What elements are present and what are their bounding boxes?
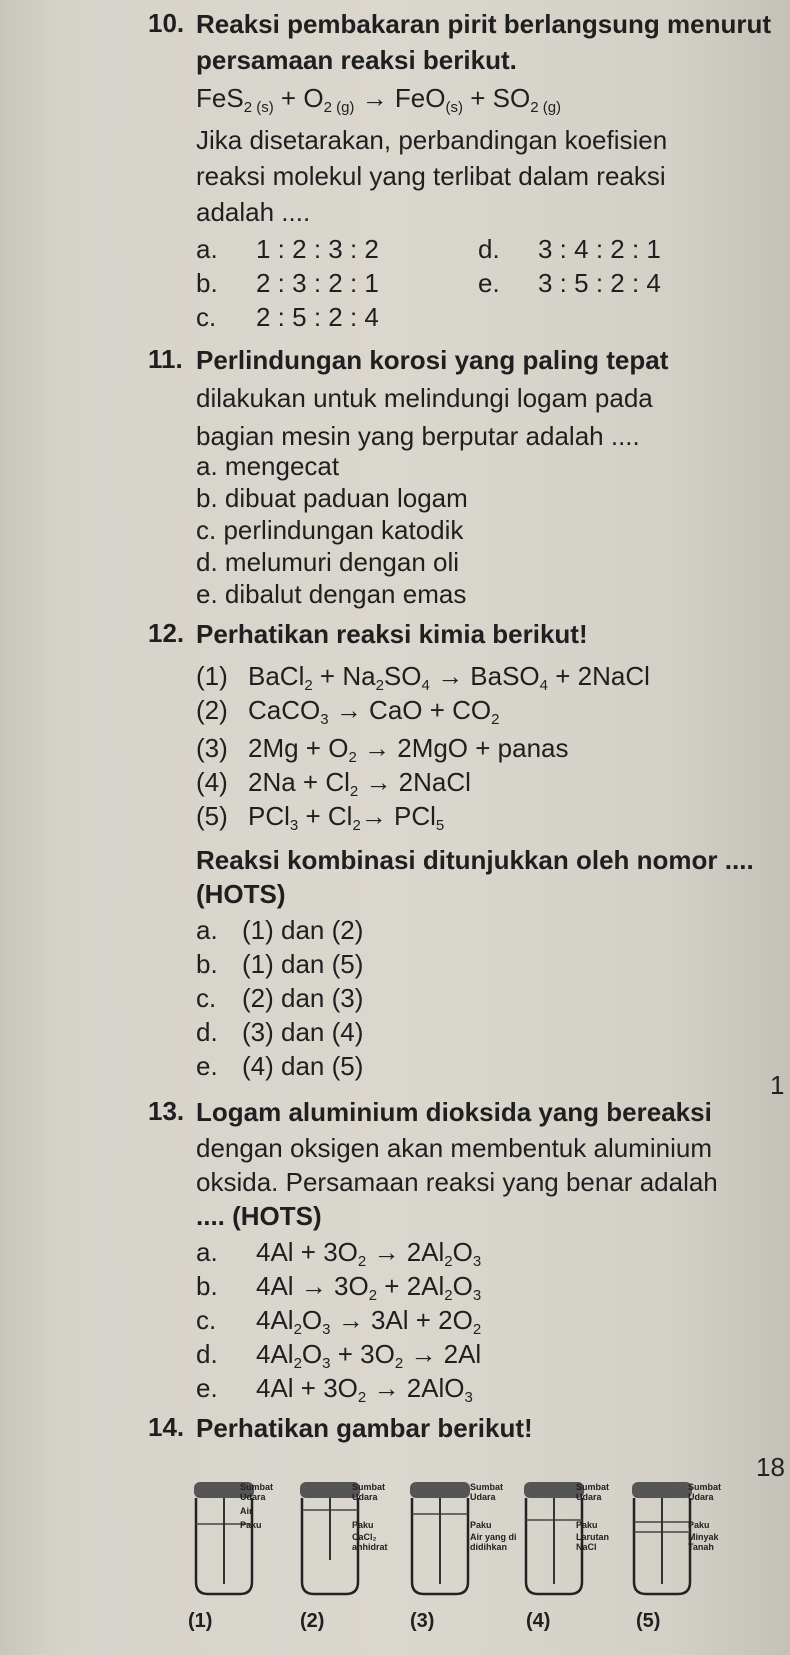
tube-2: Sumbat Udara Paku CaCl₂ anhidrat bbox=[286, 1480, 374, 1600]
test-tube-figure bbox=[170, 1450, 750, 1650]
q10-text2-line-1: Jika disetarakan, perbandingan koefisien bbox=[196, 125, 668, 155]
q10-option-e[interactable]: e. 3 : 5 : 2 : 4 bbox=[478, 268, 661, 298]
tube-4: Sumbat Udara Paku Larutan NaCl bbox=[510, 1480, 598, 1600]
q10-text-line-1: Reaksi pembakaran pirit berlangsung menurut bbox=[196, 9, 772, 39]
q10-equation: $FeS_{2 (s)} + O_{2 (g)} \to FeO_{(s)} + SO_{2 (g)}$ bbox=[196, 83, 562, 116]
q11-text-line-1: Perlindungan korosi yang paling tepat bbox=[196, 345, 669, 375]
q10-option-a[interactable]: a. 1 : 2 : 3 : 2 bbox=[196, 234, 379, 264]
q13-option-c[interactable]: c. $4Al_2O_3 \to 3Al + 2O_2$ bbox=[196, 1305, 482, 1338]
q12-option-e[interactable]: e. (4) dan (5) bbox=[196, 1051, 364, 1081]
q12-text: Perhatikan reaksi kimia berikut! bbox=[196, 619, 588, 649]
tube-3-caption: (3) bbox=[410, 1610, 435, 1632]
q10-text2-line-3: adalah .... bbox=[196, 197, 311, 227]
tube-2-caption: (2) bbox=[300, 1610, 325, 1632]
q13-text-line-2: dengan oksigen akan membentuk aluminium bbox=[196, 1133, 712, 1163]
tube-3: Sumbat Udara Paku Air yang di didihkan bbox=[396, 1480, 484, 1600]
q13-text-line-4: .... (HOTS) bbox=[196, 1201, 322, 1231]
q10-option-d[interactable]: d. 3 : 4 : 2 : 1 bbox=[478, 234, 661, 264]
q14-text: Perhatikan gambar berikut! bbox=[196, 1413, 533, 1443]
q13-number: 13. bbox=[148, 1096, 185, 1126]
q13-option-d[interactable]: d. $4Al_2O_3 + 3O_2 \to 2Al$ bbox=[196, 1339, 482, 1372]
q11-number: 11. bbox=[148, 344, 183, 374]
q13-text-line-3: oksida. Persamaan reaksi yang benar adalah bbox=[196, 1167, 718, 1197]
q12-reaction-2: (2) CaCO$_3$ → CaO + $CO_2$ bbox=[196, 695, 500, 728]
q12-option-b[interactable]: b. (1) dan (5) bbox=[196, 949, 364, 979]
q12-reaction-1: (1) BaCl$_2$ + $Na_2SO_4$ → BaSO$_4$ + 2NaCl bbox=[196, 661, 650, 694]
q12-reaction-3: (3) $2Mg + O_2 \to 2MgO$ + panas bbox=[196, 733, 569, 766]
q12-number: 12. bbox=[148, 618, 185, 648]
q11-option-c[interactable]: c. perlindungan katodik bbox=[196, 515, 464, 545]
tube-5: Sumbat Udara Paku Minyak Tanah bbox=[618, 1480, 706, 1600]
q14-number: 14. bbox=[148, 1412, 185, 1442]
q13-option-e[interactable]: e. $4Al + 3O_2 \to 2AlO_3$ bbox=[196, 1373, 473, 1406]
side-page-number: 1 bbox=[770, 1070, 785, 1100]
q11-option-a[interactable]: a. mengecat bbox=[196, 451, 340, 481]
q13-option-a[interactable]: a. $4Al + 3O_2 \to 2Al_2O_3$ bbox=[196, 1237, 482, 1270]
q12-option-d[interactable]: d. (3) dan (4) bbox=[196, 1017, 364, 1047]
q12-reaction-5: (5) $PCl_3 + Cl_2\to PCl_5$ bbox=[196, 801, 445, 834]
q14-side-number: 18 bbox=[756, 1452, 785, 1482]
q10-text-line-2: persamaan reaksi berikut. bbox=[196, 45, 517, 75]
q11-option-e[interactable]: e. dibalut dengan emas bbox=[196, 579, 467, 609]
q12-reaction-4: (4) $2Na + Cl_2$ → 2NaCl bbox=[196, 767, 471, 800]
q12-option-c[interactable]: c. (2) dan (3) bbox=[196, 983, 364, 1013]
q11-option-d[interactable]: d. melumuri dengan oli bbox=[196, 547, 460, 577]
q11-text-line-2: dilakukan untuk melindungi logam pada bbox=[196, 383, 653, 413]
q10-option-c[interactable]: c. 2 : 5 : 2 : 4 bbox=[196, 302, 379, 332]
q13-text-line-1: Logam aluminium dioksida yang bereaksi bbox=[196, 1097, 712, 1127]
tube-1: Sumbat Udara Air Paku bbox=[180, 1480, 268, 1600]
tube-5-caption: (5) bbox=[636, 1610, 661, 1632]
q10-option-b[interactable]: b. 2 : 3 : 2 : 1 bbox=[196, 268, 379, 298]
q12-hots-tag: (HOTS) bbox=[196, 879, 286, 909]
q12-question: Reaksi kombinasi ditunjukkan oleh nomor .... bbox=[196, 845, 754, 875]
q10-number: 10. bbox=[148, 8, 185, 38]
q11-text-line-3: bagian mesin yang berputar adalah .... bbox=[196, 421, 640, 451]
tube-4-caption: (4) bbox=[526, 1610, 551, 1632]
q11-option-b[interactable]: b. dibuat paduan logam bbox=[196, 483, 468, 513]
tube-1-caption: (1) bbox=[188, 1610, 213, 1632]
q10-text2-line-2: reaksi molekul yang terlibat dalam reaksi bbox=[196, 161, 666, 191]
q12-option-a[interactable]: a. (1) dan (2) bbox=[196, 915, 364, 945]
q13-option-b[interactable]: b. $4Al \to 3O_2 + 2Al_2O_3$ bbox=[196, 1271, 482, 1304]
